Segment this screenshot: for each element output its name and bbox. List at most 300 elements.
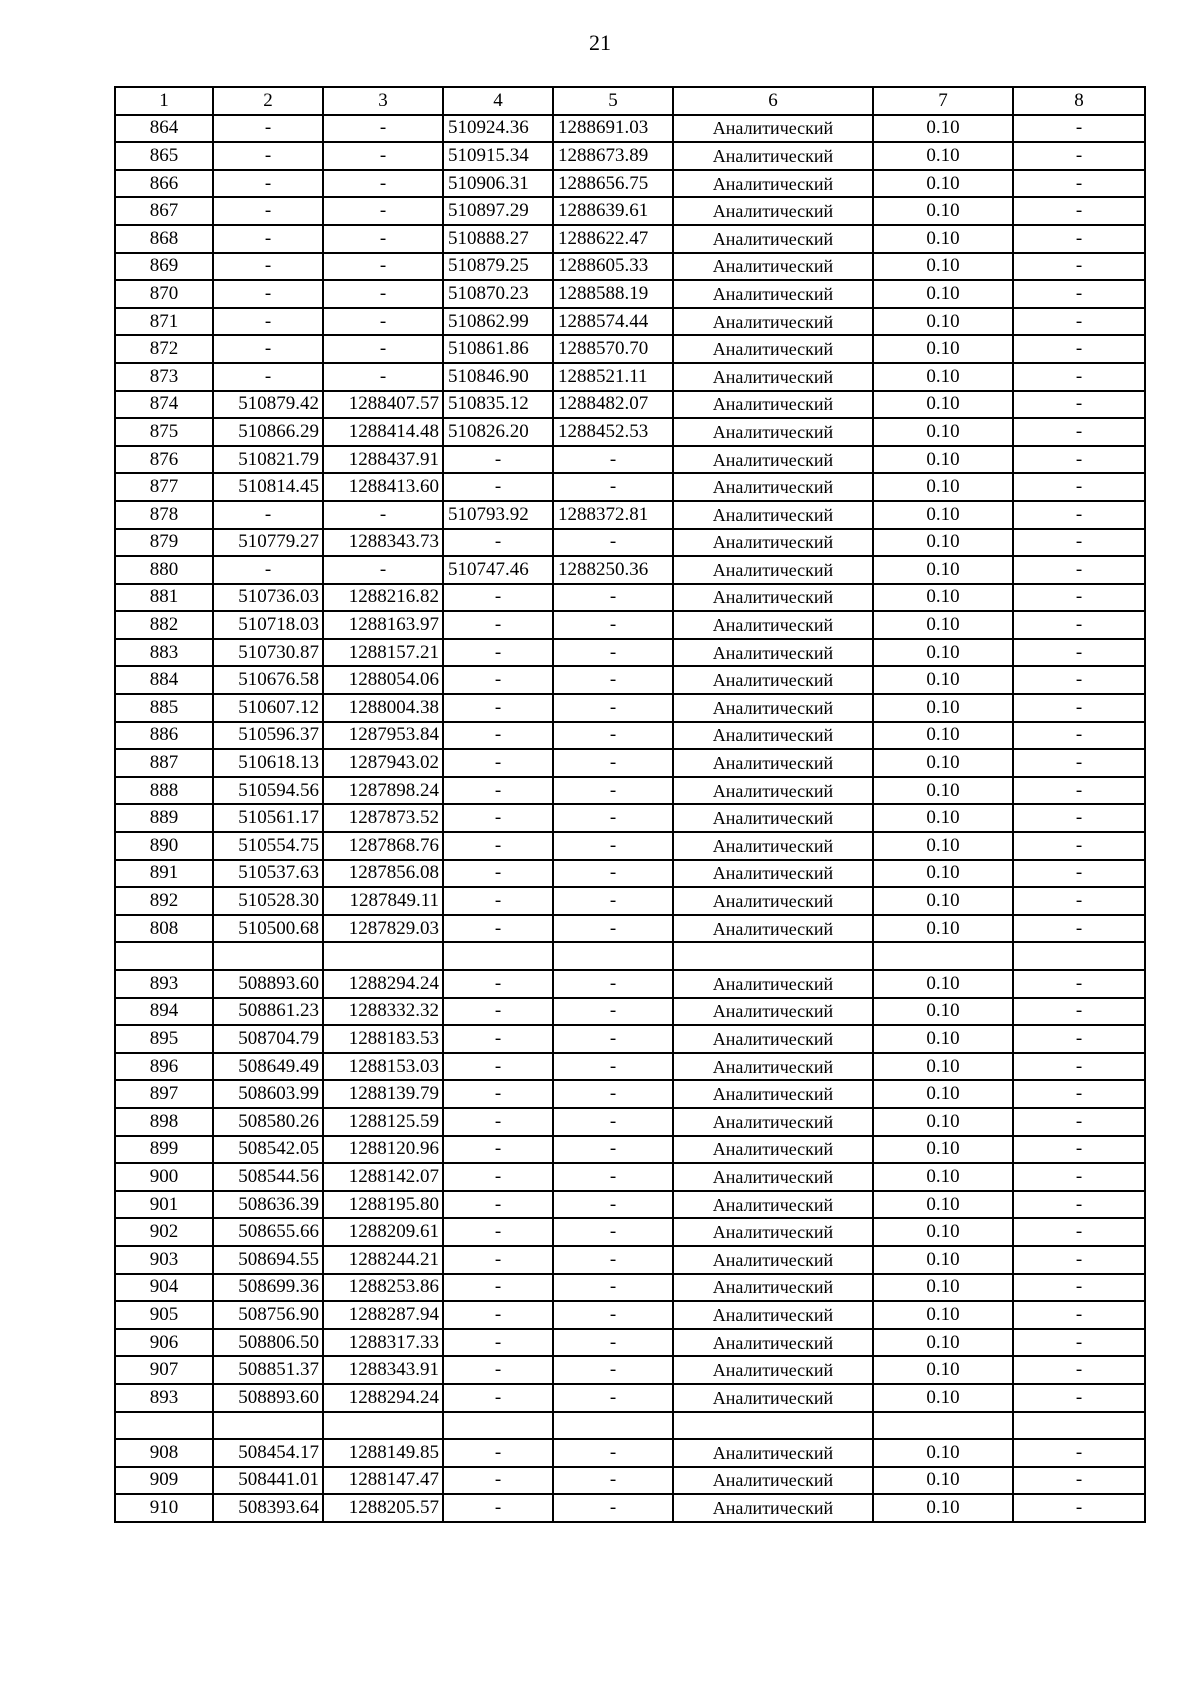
table-cell: 0.10 [873, 170, 1013, 198]
table-row [115, 1412, 1145, 1440]
coordinates-table [114, 86, 1146, 1523]
table-cell: 868 [115, 225, 213, 253]
table-cell: 1287856.08 [323, 860, 443, 888]
table-cell: Аналитический [673, 584, 873, 612]
table-cell: 1288183.53 [323, 1025, 443, 1053]
table-cell: 904 [115, 1274, 213, 1302]
table-cell: 0.10 [873, 749, 1013, 777]
table-cell: 508704.79 [213, 1025, 323, 1053]
table-cell [443, 1412, 553, 1440]
table-cell: - [553, 446, 673, 474]
table-cell: - [443, 611, 553, 639]
table-cell: - [443, 722, 553, 750]
table-cell: 877 [115, 473, 213, 501]
table-cell: - [213, 197, 323, 225]
table-cell: - [553, 1218, 673, 1246]
table-cell: 0.10 [873, 225, 1013, 253]
table-cell: Аналитический [673, 887, 873, 915]
table-cell: 0.10 [873, 446, 1013, 474]
table-cell: - [1013, 749, 1145, 777]
table-cell: - [323, 363, 443, 391]
column-header: 1 [115, 87, 213, 115]
table-row [115, 860, 1145, 888]
table-cell: 510779.27 [213, 529, 323, 557]
table-cell: 510888.27 [443, 225, 553, 253]
table-cell: 871 [115, 308, 213, 336]
table-cell: 1287829.03 [323, 915, 443, 943]
table-cell: 1288656.75 [553, 170, 673, 198]
table-row [115, 529, 1145, 557]
table-cell: - [1013, 197, 1145, 225]
table-cell [213, 942, 323, 970]
table-cell: Аналитический [673, 308, 873, 336]
table-cell: - [213, 115, 323, 143]
table-cell: - [443, 1494, 553, 1522]
table-cell: Аналитический [673, 1356, 873, 1384]
table-cell: 0.10 [873, 666, 1013, 694]
table-cell: 0.10 [873, 1136, 1013, 1164]
table-cell: 510718.03 [213, 611, 323, 639]
table-cell: 1288163.97 [323, 611, 443, 639]
table-cell: Аналитический [673, 998, 873, 1026]
table-cell [213, 1412, 323, 1440]
table-cell: 894 [115, 998, 213, 1026]
table-cell: - [1013, 1080, 1145, 1108]
table-row [115, 1163, 1145, 1191]
table-cell: 1288147.47 [323, 1467, 443, 1495]
table-cell: 0.10 [873, 1163, 1013, 1191]
table-cell: 510736.03 [213, 584, 323, 612]
table-cell: Аналитический [673, 970, 873, 998]
table-row [115, 1494, 1145, 1522]
table-cell: Аналитический [673, 804, 873, 832]
table-cell: 0.10 [873, 1356, 1013, 1384]
table-cell: 1287943.02 [323, 749, 443, 777]
table-cell: - [443, 1218, 553, 1246]
table-cell: 508393.64 [213, 1494, 323, 1522]
table-cell: 1288588.19 [553, 280, 673, 308]
table-cell: - [443, 1439, 553, 1467]
table-cell: - [443, 694, 553, 722]
table-row [115, 170, 1145, 198]
table-cell: 508542.05 [213, 1136, 323, 1164]
table-cell: 1288673.89 [553, 142, 673, 170]
table-cell: 508441.01 [213, 1467, 323, 1495]
table-cell: 0.10 [873, 1439, 1013, 1467]
table-cell: 0.10 [873, 1025, 1013, 1053]
table-cell: - [443, 1080, 553, 1108]
table-cell: Аналитический [673, 556, 873, 584]
table-cell: - [553, 749, 673, 777]
table-cell: Аналитический [673, 1108, 873, 1136]
table-cell: 883 [115, 639, 213, 667]
table-cell: 886 [115, 722, 213, 750]
table-cell: - [553, 1053, 673, 1081]
table-row [115, 777, 1145, 805]
table-cell: - [553, 1329, 673, 1357]
table-cell [1013, 942, 1145, 970]
table-cell: - [1013, 473, 1145, 501]
table-cell: Аналитический [673, 253, 873, 281]
table-row [115, 1080, 1145, 1108]
table-cell: Аналитический [673, 1136, 873, 1164]
table-cell: - [553, 1356, 673, 1384]
table-cell: 902 [115, 1218, 213, 1246]
table-cell: 0.10 [873, 418, 1013, 446]
table-cell: Аналитический [673, 280, 873, 308]
table-cell: - [1013, 860, 1145, 888]
table-cell: - [1013, 501, 1145, 529]
table-cell: 510528.30 [213, 887, 323, 915]
table-cell: 1288157.21 [323, 639, 443, 667]
table-cell: - [1013, 970, 1145, 998]
table-cell: - [1013, 1274, 1145, 1302]
table-cell: 0.10 [873, 363, 1013, 391]
table-cell: - [1013, 804, 1145, 832]
table-cell: 0.10 [873, 391, 1013, 419]
table-cell: - [1013, 666, 1145, 694]
table-cell: - [443, 473, 553, 501]
table-cell: - [553, 1108, 673, 1136]
table-cell: - [213, 363, 323, 391]
table-cell: 508694.55 [213, 1246, 323, 1274]
table-cell: Аналитический [673, 529, 873, 557]
table-row [115, 280, 1145, 308]
table-cell: - [443, 887, 553, 915]
table-cell: Аналитический [673, 694, 873, 722]
table-cell: - [553, 722, 673, 750]
table-cell: - [1013, 832, 1145, 860]
table-cell: 0.10 [873, 1246, 1013, 1274]
table-cell: Аналитический [673, 1191, 873, 1219]
table-cell: - [323, 253, 443, 281]
table-cell: - [1013, 556, 1145, 584]
table-cell: - [443, 804, 553, 832]
table-cell: - [1013, 308, 1145, 336]
table-row [115, 722, 1145, 750]
table-cell [1013, 1412, 1145, 1440]
table-row [115, 1191, 1145, 1219]
table-cell: 0.10 [873, 335, 1013, 363]
table-row [115, 584, 1145, 612]
table-cell: 0.10 [873, 1191, 1013, 1219]
table-cell: - [443, 1246, 553, 1274]
table-cell: 510870.23 [443, 280, 553, 308]
table-cell: 0.10 [873, 1080, 1013, 1108]
table-row [115, 1274, 1145, 1302]
table-cell: 0.10 [873, 115, 1013, 143]
table-cell: 874 [115, 391, 213, 419]
table-cell: - [1013, 391, 1145, 419]
table-cell: - [553, 1439, 673, 1467]
table-row [115, 942, 1145, 970]
table-cell [553, 1412, 673, 1440]
table-cell: - [443, 584, 553, 612]
table-cell: 0.10 [873, 1053, 1013, 1081]
table-cell: - [1013, 998, 1145, 1026]
table-cell: 1288605.33 [553, 253, 673, 281]
table-cell: - [213, 253, 323, 281]
table-cell: 0.10 [873, 777, 1013, 805]
table-row [115, 115, 1145, 143]
table-cell: - [1013, 1301, 1145, 1329]
table-cell: 510915.34 [443, 142, 553, 170]
table-cell: 510537.63 [213, 860, 323, 888]
table-cell: 882 [115, 611, 213, 639]
table-cell: 1288413.60 [323, 473, 443, 501]
table-cell: - [1013, 529, 1145, 557]
table-cell [673, 942, 873, 970]
table-cell: - [1013, 887, 1145, 915]
table-cell: Аналитический [673, 446, 873, 474]
table-cell: - [213, 501, 323, 529]
table-row [115, 446, 1145, 474]
table-cell: 899 [115, 1136, 213, 1164]
table-cell: - [1013, 1356, 1145, 1384]
table-row [115, 611, 1145, 639]
table-cell: 1288570.70 [553, 335, 673, 363]
table-cell: 1288195.80 [323, 1191, 443, 1219]
table-cell: 0.10 [873, 887, 1013, 915]
table-cell: Аналитический [673, 391, 873, 419]
column-header: 5 [553, 87, 673, 115]
table-cell: - [323, 308, 443, 336]
table-cell: - [323, 335, 443, 363]
table-cell: - [443, 749, 553, 777]
table-cell: 0.10 [873, 998, 1013, 1026]
table-cell: 903 [115, 1246, 213, 1274]
table-cell: 510846.90 [443, 363, 553, 391]
table-cell: - [443, 998, 553, 1026]
table-cell: 1288317.33 [323, 1329, 443, 1357]
table-cell: - [553, 584, 673, 612]
table-cell: Аналитический [673, 1025, 873, 1053]
table-cell: 0.10 [873, 1384, 1013, 1412]
table-cell: 0.10 [873, 915, 1013, 943]
table-cell: 510561.17 [213, 804, 323, 832]
table-cell: 1288332.32 [323, 998, 443, 1026]
table-cell: - [443, 1467, 553, 1495]
table-cell: - [1013, 1218, 1145, 1246]
table-cell: - [213, 225, 323, 253]
table-cell: 0.10 [873, 1108, 1013, 1136]
table-cell: Аналитический [673, 170, 873, 198]
table-cell: 1288004.38 [323, 694, 443, 722]
table-cell: 884 [115, 666, 213, 694]
table-cell: 510814.45 [213, 473, 323, 501]
table-cell: 897 [115, 1080, 213, 1108]
table-cell: - [553, 666, 673, 694]
table-cell: 1287898.24 [323, 777, 443, 805]
table-cell: 896 [115, 1053, 213, 1081]
table-row [115, 1025, 1145, 1053]
table-cell: 510862.99 [443, 308, 553, 336]
table-cell: - [1013, 446, 1145, 474]
table-cell: Аналитический [673, 666, 873, 694]
table-cell: 508636.39 [213, 1191, 323, 1219]
table-cell: - [1013, 115, 1145, 143]
table-cell: 1287873.52 [323, 804, 443, 832]
table-cell: - [1013, 1246, 1145, 1274]
table-cell: Аналитический [673, 1467, 873, 1495]
table-cell: - [1013, 584, 1145, 612]
table-cell: - [443, 1163, 553, 1191]
table-cell: 1288639.61 [553, 197, 673, 225]
table-cell: - [1013, 253, 1145, 281]
table-cell: 907 [115, 1356, 213, 1384]
table-cell: Аналитический [673, 473, 873, 501]
table-cell: - [553, 860, 673, 888]
table-cell: 1288216.82 [323, 584, 443, 612]
table-row [115, 1439, 1145, 1467]
table-cell: 510826.20 [443, 418, 553, 446]
table-cell: - [553, 611, 673, 639]
table-cell: 508861.23 [213, 998, 323, 1026]
table-cell: Аналитический [673, 1274, 873, 1302]
table-cell: - [1013, 1136, 1145, 1164]
table-cell: 893 [115, 1384, 213, 1412]
table-cell: - [1013, 1191, 1145, 1219]
table-cell: - [1013, 1329, 1145, 1357]
table-cell: 1287849.11 [323, 887, 443, 915]
table-cell: - [553, 1494, 673, 1522]
table-cell: 906 [115, 1329, 213, 1357]
table-cell: 510676.58 [213, 666, 323, 694]
table-cell: Аналитический [673, 142, 873, 170]
table-cell: 1288294.24 [323, 970, 443, 998]
table-cell: 872 [115, 335, 213, 363]
table-cell: 510500.68 [213, 915, 323, 943]
table-cell: 0.10 [873, 308, 1013, 336]
table-cell: - [553, 1163, 673, 1191]
table-row [115, 391, 1145, 419]
table-cell: - [1013, 1384, 1145, 1412]
table-cell: 1288414.48 [323, 418, 443, 446]
table-cell: - [553, 804, 673, 832]
table-cell: - [1013, 611, 1145, 639]
table-row [115, 225, 1145, 253]
table-cell: Аналитический [673, 335, 873, 363]
table-cell: 1288153.03 [323, 1053, 443, 1081]
table-cell: - [1013, 1467, 1145, 1495]
table-row [115, 1356, 1145, 1384]
table-cell: 875 [115, 418, 213, 446]
table-cell: 873 [115, 363, 213, 391]
table-cell: 508893.60 [213, 970, 323, 998]
table-cell: - [443, 1025, 553, 1053]
table-cell: 0.10 [873, 722, 1013, 750]
table-cell: 893 [115, 970, 213, 998]
table-cell: 892 [115, 887, 213, 915]
table-cell: - [443, 1329, 553, 1357]
table-cell: - [443, 970, 553, 998]
table-cell: - [213, 280, 323, 308]
table-cell: - [443, 446, 553, 474]
table-cell: 879 [115, 529, 213, 557]
table-row [115, 666, 1145, 694]
table-cell: 1288407.57 [323, 391, 443, 419]
table-cell: - [553, 1384, 673, 1412]
table-cell: - [443, 1053, 553, 1081]
table-cell: Аналитический [673, 115, 873, 143]
table-cell: 510596.37 [213, 722, 323, 750]
table-cell: - [553, 1246, 673, 1274]
table-cell: 1288253.86 [323, 1274, 443, 1302]
table-cell: 510879.25 [443, 253, 553, 281]
table-cell: 508454.17 [213, 1439, 323, 1467]
table-cell: 0.10 [873, 1301, 1013, 1329]
table-cell: - [1013, 1025, 1145, 1053]
table-cell: Аналитический [673, 1329, 873, 1357]
table-cell: Аналитический [673, 1246, 873, 1274]
table-cell: Аналитический [673, 1384, 873, 1412]
table-cell: - [443, 529, 553, 557]
table-cell: 1288287.94 [323, 1301, 443, 1329]
table-cell: 1288120.96 [323, 1136, 443, 1164]
table-cell: - [323, 501, 443, 529]
table-cell: 1288437.91 [323, 446, 443, 474]
table-cell: - [323, 170, 443, 198]
table-cell: - [213, 308, 323, 336]
table-cell: - [553, 1191, 673, 1219]
table-cell: 1288294.24 [323, 1384, 443, 1412]
table-cell: - [443, 1274, 553, 1302]
table-cell: 870 [115, 280, 213, 308]
table-cell: 908 [115, 1439, 213, 1467]
table-cell: Аналитический [673, 611, 873, 639]
table-cell: 1288149.85 [323, 1439, 443, 1467]
table-cell: 510730.87 [213, 639, 323, 667]
table-cell: 510897.29 [443, 197, 553, 225]
table-row [115, 749, 1145, 777]
table-row [115, 915, 1145, 943]
table-cell: 510793.92 [443, 501, 553, 529]
table-cell: 0.10 [873, 860, 1013, 888]
table-cell: - [1013, 915, 1145, 943]
table-cell: 1288622.47 [553, 225, 673, 253]
table-cell: 510861.86 [443, 335, 553, 363]
table-cell: - [1013, 170, 1145, 198]
table-row [115, 501, 1145, 529]
table-cell: 0.10 [873, 639, 1013, 667]
table-cell: - [1013, 694, 1145, 722]
table-cell: 510866.29 [213, 418, 323, 446]
table-cell: 508806.50 [213, 1329, 323, 1357]
table-cell: 0.10 [873, 611, 1013, 639]
table-cell: 508544.56 [213, 1163, 323, 1191]
table-cell: Аналитический [673, 777, 873, 805]
table-cell: - [213, 170, 323, 198]
table-cell: - [443, 1191, 553, 1219]
column-header: 7 [873, 87, 1013, 115]
table-cell: Аналитический [673, 1218, 873, 1246]
table-cell: - [323, 280, 443, 308]
table-cell: - [443, 860, 553, 888]
column-header: 3 [323, 87, 443, 115]
table-cell: - [323, 225, 443, 253]
table-cell: 0.10 [873, 1329, 1013, 1357]
column-header: 2 [213, 87, 323, 115]
table-cell [873, 1412, 1013, 1440]
table-cell: - [323, 556, 443, 584]
table-cell: 898 [115, 1108, 213, 1136]
table-cell: 891 [115, 860, 213, 888]
table-cell: 880 [115, 556, 213, 584]
table-cell: 1288054.06 [323, 666, 443, 694]
table-cell: Аналитический [673, 639, 873, 667]
table-row [115, 556, 1145, 584]
table-cell: 508580.26 [213, 1108, 323, 1136]
